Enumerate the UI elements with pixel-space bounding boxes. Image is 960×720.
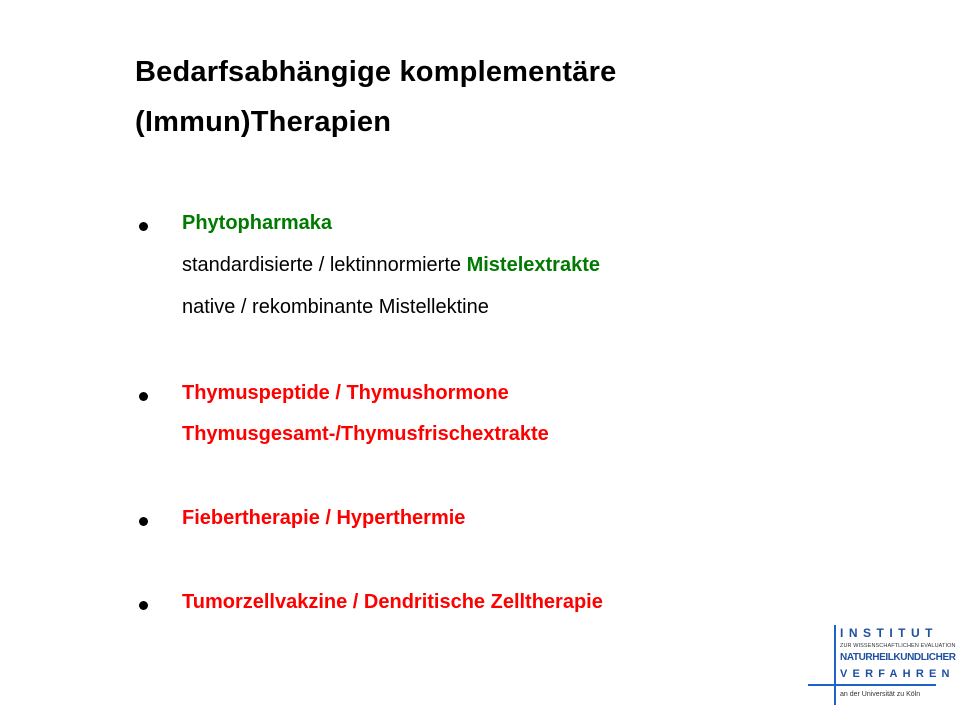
item-heading-thymus: Thymuspeptide / Thymushormone — [182, 382, 509, 404]
bullet-icon — [139, 601, 148, 610]
item-heading-phytopharmaka: Phytopharmaka — [182, 212, 333, 234]
logo-verfahren-text: VERFAHREN — [840, 668, 955, 680]
subline-highlight: Mistelextrakte — [466, 254, 600, 276]
item-subline-thymus: Thymusgesamt-/Thymusfrischextrakte — [182, 423, 549, 445]
bullet-icon — [139, 392, 148, 401]
subline-prefix: standardisierte / lektinnormierte — [182, 254, 467, 276]
slide-title-line-1: Bedarfsabhängige komplementäre — [135, 56, 617, 88]
item-heading-fiebertherapie: Fiebertherapie / Hyperthermie — [182, 507, 466, 529]
logo-natur-text: NATURHEILKUNDLICHER — [840, 652, 956, 663]
logo-vertical-line — [834, 625, 836, 705]
logo-subtitle-text: ZUR WISSENSCHAFTLICHEN EVALUATION — [840, 643, 956, 649]
slide-title-line-2: (Immun)Therapien — [135, 106, 392, 138]
bullet-icon — [139, 517, 148, 526]
item-subline-mistelextrakte — [182, 254, 600, 277]
bullet-icon — [139, 222, 148, 231]
institute-logo — [808, 622, 960, 720]
logo-horizontal-line — [808, 684, 936, 686]
item-heading-tumorzellvakzine: Tumorzellvakzine / Dendritische Zelltherapie — [182, 591, 603, 613]
logo-institut-text: INSTITUT — [840, 626, 938, 640]
item-subline-mistellektine: native / rekombinante Mistellektine — [182, 296, 489, 318]
logo-university-text: an der Universität zu Köln — [840, 691, 921, 698]
